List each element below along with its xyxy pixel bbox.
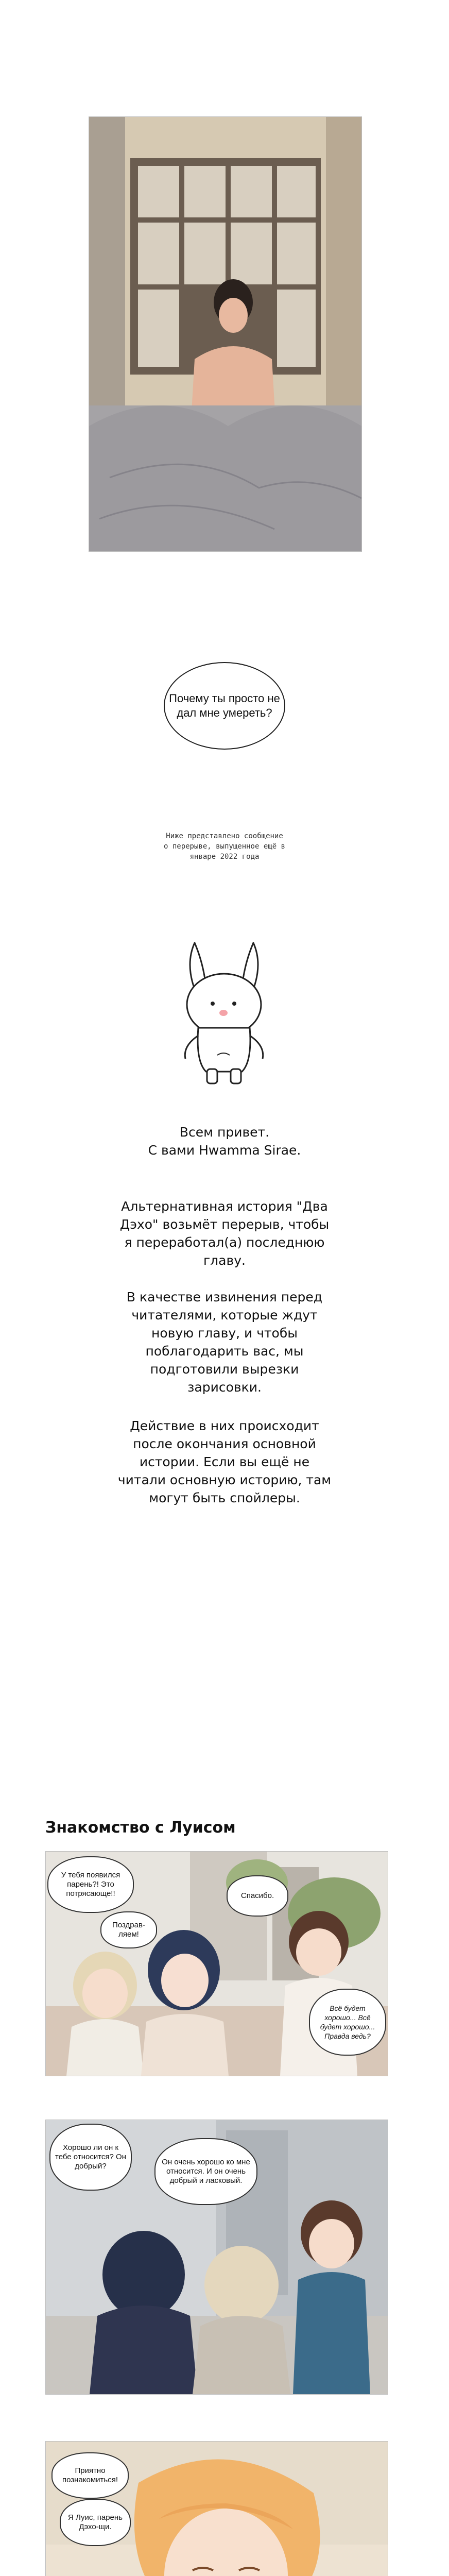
panel-1-bubble-2 <box>227 1875 288 1917</box>
bunny-mascot <box>154 938 293 1087</box>
apology-paragraph: В качестве извинения перед читателями, которые ждут новую главу, и чтобы поблагодарить вас, мы подготовили вырезки зарисовки. <box>126 1290 323 1395</box>
panel-2-bubble-2 <box>154 2138 257 2205</box>
spoiler-paragraph: Действие в них происходит после окончания основной истории. Если вы ещё не читали основную историю, там могут быть спойлеры. <box>117 1418 332 1505</box>
panel-3-bubble-1-text: Приятно познакомиться! <box>62 2466 118 2484</box>
speech-bubble-text: Почему ты просто не дал мне умереть? <box>169 692 280 719</box>
panel-3-bubble-1 <box>51 2452 129 2499</box>
speech-bubble <box>164 662 285 750</box>
panel-1-bubble-3 <box>100 1911 157 1948</box>
panel-1-bubble-3-text: Поздрав-ляем! <box>112 1921 145 1939</box>
hiatus-paragraph: Альтернативная история "Два Дэхо" возьмёт перерыв, чтобы я переработал(а) последнюю главу. <box>119 1199 330 1268</box>
bedroom-illustration <box>89 117 361 551</box>
panel-2-bubble-1-text: Хорошо ли он к тебе относится? Он добрый? <box>55 2143 126 2171</box>
panel-1-bubble-4 <box>309 1989 386 2056</box>
section-title: Знакомство с Луисом <box>45 1819 236 1837</box>
bedroom-panel <box>89 116 362 552</box>
hiatus-notice: Ниже представлено сообщение о перерыве, выпущенное ещё в январе 2022 года <box>163 832 285 861</box>
panel-3-bubble-2-text: Я Луис, парень Дэхо-щи. <box>68 2513 123 2531</box>
panel-3-bubble-2 <box>60 2499 131 2546</box>
panel-1-bubble-1 <box>47 1856 134 1913</box>
panel-1-bubble-4-text: Всё будет хорошо... Всё будет хорошо... Правда ведь? <box>320 2004 375 2040</box>
panel-2-bubble-1 <box>49 2124 132 2191</box>
panel-1-bubble-1-text: У тебя появился парень?! Это потрясающе!! <box>61 1871 120 1898</box>
panel-1-bubble-2-text: Спасибо. <box>240 1891 274 1900</box>
greeting-paragraph: Всем привет. С вами Hwamma Sirae. <box>148 1125 301 1158</box>
panel-2-bubble-2-text: Он очень хорошо ко мне относится. И он очень добрый и ласковый. <box>162 2158 250 2185</box>
